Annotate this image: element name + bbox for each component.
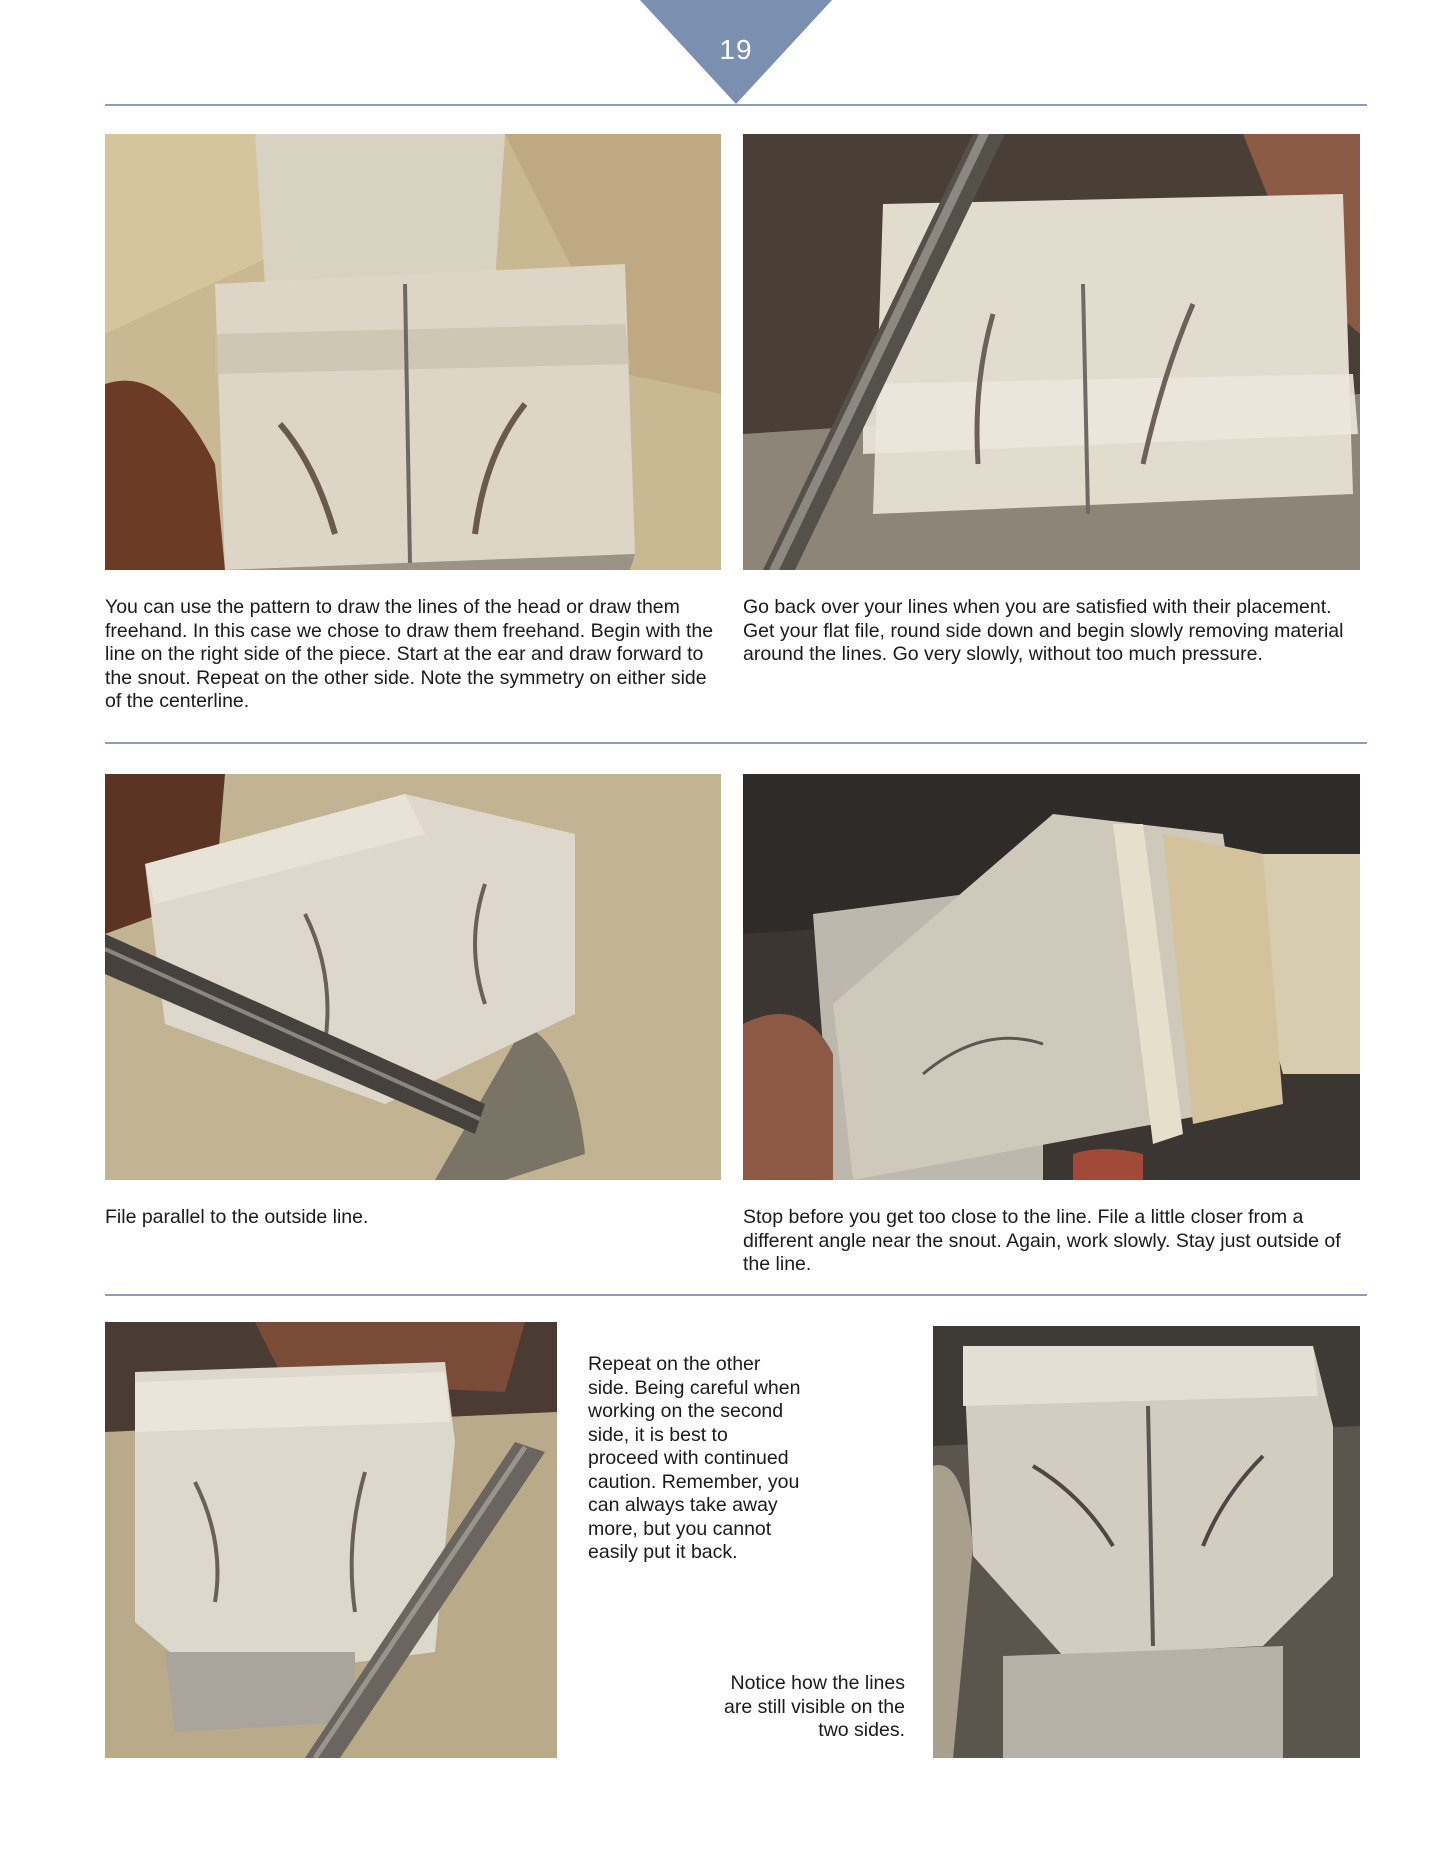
photo-snout-angle [743,774,1360,1180]
caption-filing-parallel: File parallel to the outside line. [105,1206,369,1228]
caption-finished-sides: Notice how the lines are still visible on the two sides. [723,1672,905,1741]
caption-filing-top: Go back over your lines when you are satisfied with their placement. Get your flat file, round side down and begin slowly removing material around the lines. Go very slowly, without too much pressure. [743,596,1344,665]
top-divider [105,104,1367,106]
caption-snout-angle: Stop before you get too close to the line. File a little closer from a different angle near the snout. Again, work slowly. Stay just outside of the line. [743,1206,1341,1275]
photo-drawn-lines [105,134,721,570]
photo-finished-sides [933,1326,1360,1758]
photo-other-side [105,1322,557,1758]
photo-filing-parallel [105,774,721,1180]
caption-other-side: Repeat on the other side. Being careful when working on the second side, it is best to proceed with continued caution. Remember, you can always take away more, but you cannot easily put it back. [588,1353,801,1563]
divider-row-2 [105,1294,1367,1296]
page-number: 19 [719,34,753,65]
caption-drawn-lines: You can use the pattern to draw the lines of the head or draw them freehand. In this case we chose to draw them freehand. Begin with the line on the right side of the piece. Start at the ear and draw forward to the snout. Repeat on the other side. Note the symmetry on either side of the centerline. [105,596,714,712]
photo-filing-top [743,134,1360,570]
divider-row-1 [105,742,1367,744]
